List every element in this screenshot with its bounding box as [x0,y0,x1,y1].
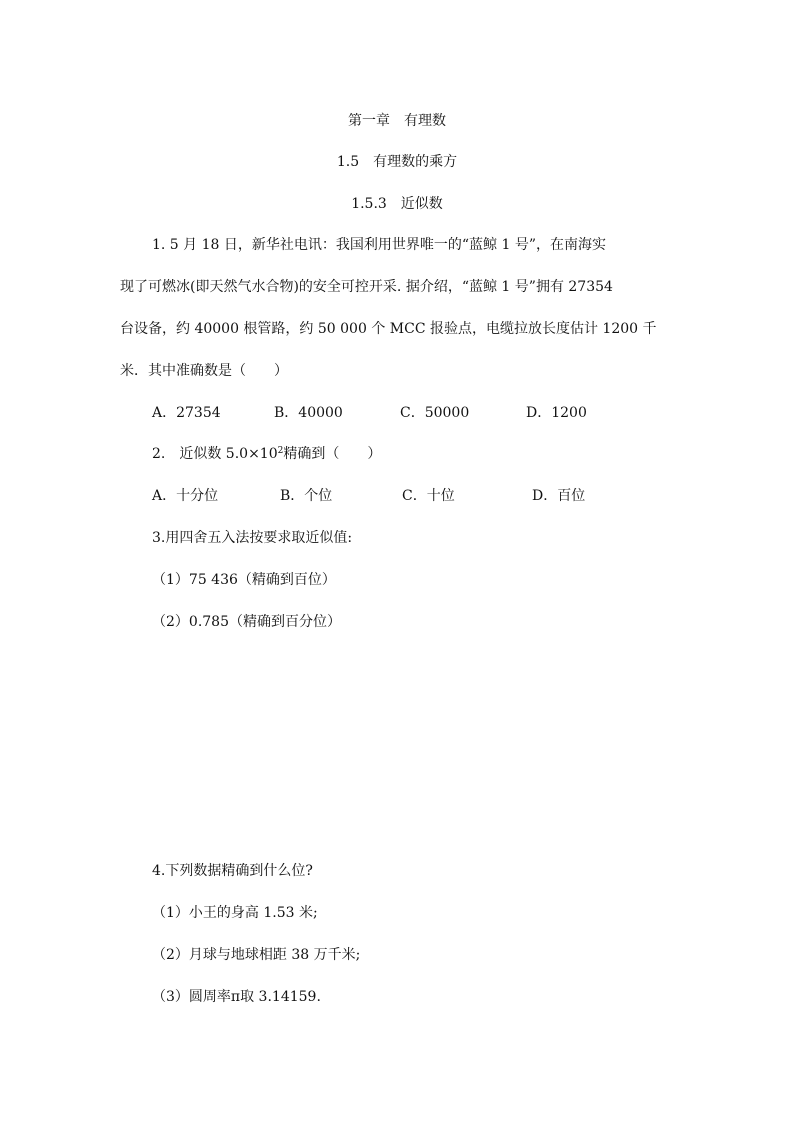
q1-stem-line-4: 米．其中准确数是（ ） [120,363,288,379]
q3-item-2: （2）0.785（精确到百分位） [152,614,341,630]
q4-item-3: （3）圆周率π取 3.14159. [152,989,321,1005]
q3-stem: 3.用四舍五入法按要求取近似值: [152,530,353,546]
q2-option-b: B．个位 [280,488,333,504]
q1-options [152,402,672,422]
q1-option-b: B．40000 [274,405,343,421]
q1-stem-line-2: 现了可燃冰(即天然气水合物)的安全可控开采. 据介绍，“蓝鲸 1 号”拥有 27354 [120,279,613,295]
q1-option-d: D．1200 [526,405,587,421]
q1-option-c: C．50000 [400,405,470,421]
q2-option-a: A．十分位 [152,488,219,504]
q4-item-2: （2）月球与地球相距 38 万千米; [152,947,361,963]
q2-options [152,485,672,505]
q2-option-c: C．十位 [402,488,455,504]
q1-stem-line-1: 1. 5 月 18 日，新华社电讯：我国利用世界唯一的“蓝鲸 1 号”，在南海实 [152,237,607,253]
q1-option-a: A．27354 [152,405,221,421]
q2-stem-prefix: 2. 近似数 5.0×10 [152,446,278,462]
q2-option-d: D．百位 [532,488,586,504]
subsection-title: 1.5.3 近似数 [351,196,443,212]
q2-stem [152,443,381,463]
section-title: 1.5 有理数的乘方 [336,154,458,170]
q2-exponent: 2 [277,446,284,456]
q2-stem-suffix: 精确到（ ） [283,446,382,462]
q3-item-1: （1）75 436（精确到百位） [152,572,336,588]
chapter-title: 第一章 有理数 [348,113,446,129]
q4-item-1: （1）小王的身高 1.53 米; [152,905,318,921]
q4-stem: 4.下列数据精确到什么位? [152,863,313,879]
q1-stem-line-3: 台设备，约 40000 根管路，约 50 000 个 MCC 报验点，电缆拉放长度估计 1200 千 [120,321,657,337]
